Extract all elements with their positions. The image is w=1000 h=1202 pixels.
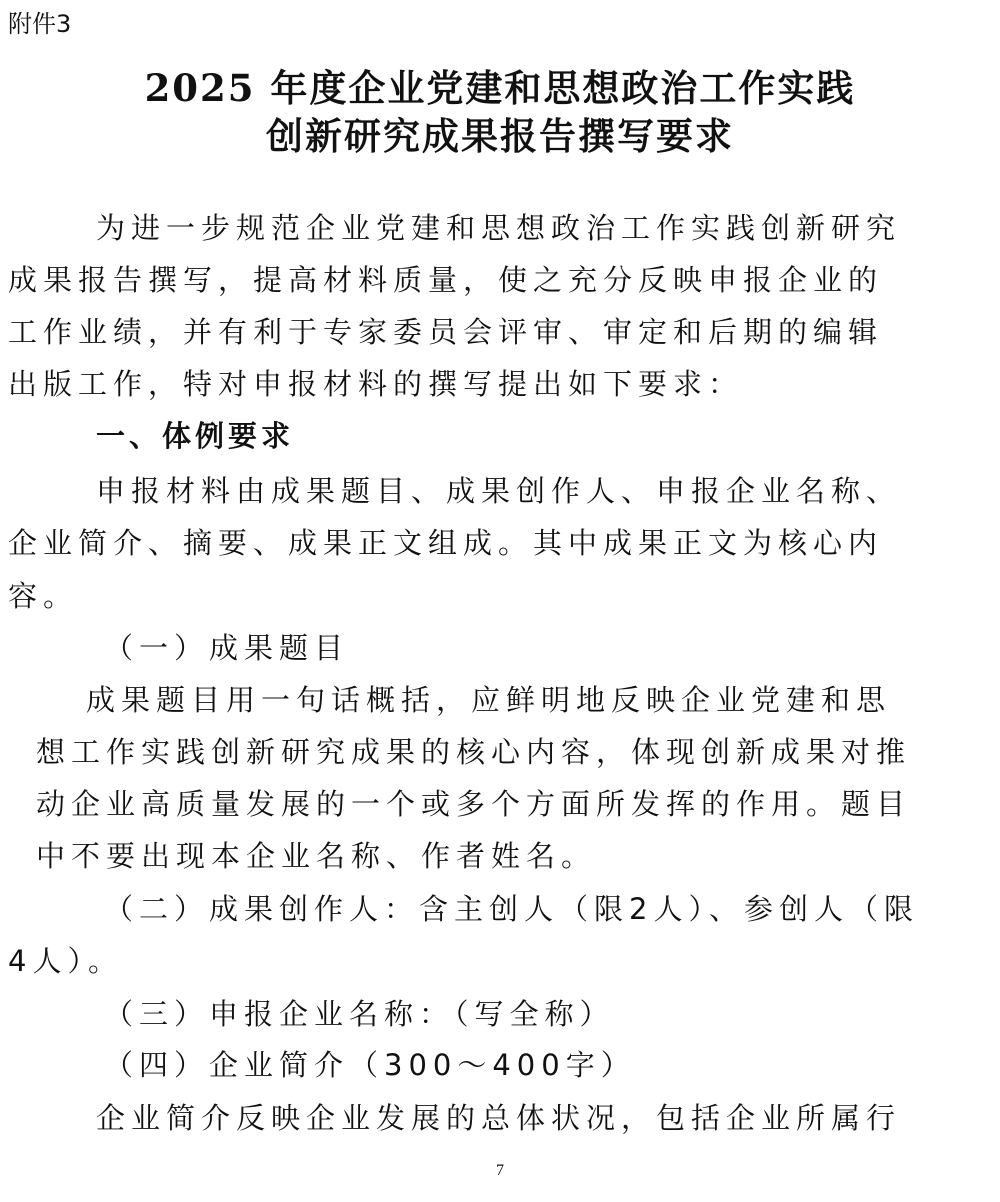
section-heading: 一、体例要求 (96, 419, 295, 453)
item1-line-1: 成果题目用一句话概括，应鲜明地反映企业党建和思 (86, 683, 892, 717)
item1-line-2: 想工作实践创新研究成果的核心内容，体现创新成果对推 (36, 735, 912, 769)
document-title-line-1: 2025 年度企业党建和思想政治工作实践 (144, 66, 856, 110)
item4-line-1: 企业简介反映企业发展的总体状况，包括企业所属行 (96, 1101, 902, 1135)
item1-line-4: 中不要出现本企业名称、作者姓名。 (36, 839, 597, 873)
item2-line-2: 4人）。 (8, 944, 123, 978)
item4-heading: （四）企业简介（300～400字） (104, 1048, 636, 1082)
intro-line-4: 出版工作，特对申报材料的撰写提出如下要求： (8, 367, 744, 401)
section-intro-line-2: 企业简介、摘要、成果正文组成。其中成果正文为核心内 (8, 526, 884, 560)
item1-heading: （一）成果题目 (104, 631, 350, 665)
section-intro-line-1: 申报材料由成果题目、成果创作人、申报企业名称、 (96, 474, 902, 508)
item1-line-3: 动企业高质量发展的一个或多个方面所发挥的作用。题目 (36, 787, 912, 821)
intro-line-1: 为进一步规范企业党建和思想政治工作实践创新研究 (96, 211, 902, 245)
intro-line-3: 工作业绩，并有利于专家委员会评审、审定和后期的编辑 (8, 315, 884, 349)
intro-line-2: 成果报告撰写，提高材料质量，使之充分反映申报企业的 (8, 263, 884, 297)
attachment-label: 附件3 (8, 10, 72, 38)
item2-line-1: （二）成果创作人：含主创人（限2人）、参创人（限 (104, 892, 919, 926)
item3-line: （三）申报企业名称：（写全称） (104, 997, 615, 1031)
document-title-line-2: 创新研究成果报告撰写要求 (266, 114, 734, 158)
page-number: 7 (496, 1162, 504, 1179)
section-intro-line-3: 容。 (8, 579, 79, 613)
